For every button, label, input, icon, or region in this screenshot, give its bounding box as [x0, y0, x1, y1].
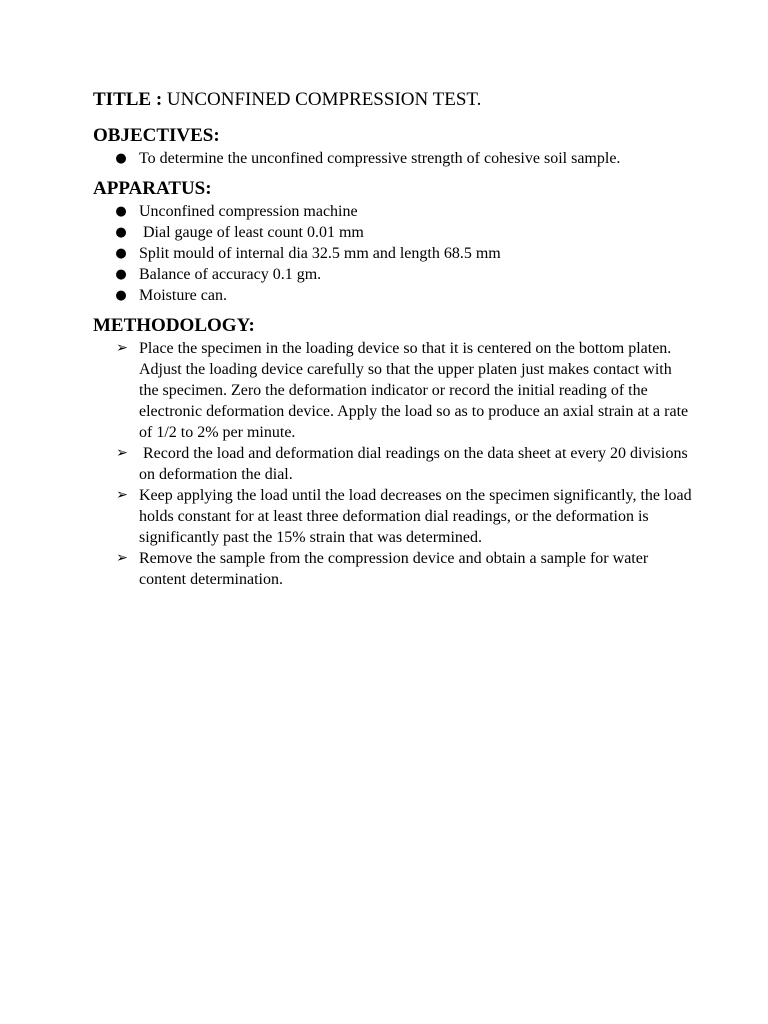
list-item-text: Split mould of internal dia 32.5 mm and length 68.5 mm: [139, 245, 501, 262]
list-item-text: Balance of accuracy 0.1 gm.: [139, 266, 322, 283]
list-item: [93, 485, 693, 548]
document-title: [93, 88, 693, 112]
apparatus-heading: APPARATUS:: [93, 178, 212, 199]
list-item: [93, 201, 693, 222]
arrow-bullet-icon: ➢: [116, 340, 128, 356]
list-item: [93, 285, 693, 306]
bullet-icon: ●: [115, 225, 127, 240]
list-item-text: Place the specimen in the loading device so that it is centered on the bottom platen. Adjust the loading device carefully so that the upper platen just makes contact with the specimen. Zero the deformation indicator or record the initial reading of the electronic deformation device. Apply the load so as to produce an axial strain at a rate of 1/2 to 2% per minute.: [139, 340, 689, 441]
list-item: [93, 222, 693, 243]
apparatus-list: [93, 201, 693, 306]
bullet-icon: ●: [115, 151, 127, 166]
list-item: [93, 148, 693, 169]
list-item: [93, 243, 693, 264]
list-item-text: Unconfined compression machine: [139, 203, 358, 220]
title-label: TITLE :: [93, 89, 163, 110]
list-item-text: Keep applying the load until the load decreases on the specimen significantly, the load holds constant for at least three deformation dial readings, or the deformation is significantly past the 15% strain that was determined.: [139, 487, 692, 546]
bullet-icon: ●: [115, 246, 127, 261]
list-item-text: Record the load and deformation dial readings on the data sheet at every 20 divisions on deformation the dial.: [139, 445, 692, 483]
list-item: [93, 264, 693, 285]
list-item: [93, 338, 693, 443]
arrow-bullet-icon: ➢: [116, 487, 128, 503]
methodology-list: [93, 338, 693, 590]
objectives-list: [93, 148, 693, 169]
list-item-text: Dial gauge of least count 0.01 mm: [139, 224, 364, 241]
arrow-bullet-icon: ➢: [116, 445, 128, 461]
list-item-text: To determine the unconfined compressive strength of cohesive soil sample.: [139, 150, 621, 167]
title-text: UNCONFINED COMPRESSION TEST.: [166, 89, 482, 110]
objectives-heading: OBJECTIVES:: [93, 125, 220, 146]
bullet-icon: ●: [115, 288, 127, 303]
bullet-icon: ●: [115, 267, 127, 282]
list-item: [93, 548, 693, 590]
document-body: [93, 88, 693, 590]
list-item: [93, 443, 693, 485]
methodology-heading: METHODOLOGY:: [93, 315, 255, 336]
list-item-text: Moisture can.: [139, 287, 227, 304]
list-item-text: Remove the sample from the compression device and obtain a sample for water content determination.: [139, 550, 649, 588]
bullet-icon: ●: [115, 204, 127, 219]
arrow-bullet-icon: ➢: [116, 550, 128, 566]
